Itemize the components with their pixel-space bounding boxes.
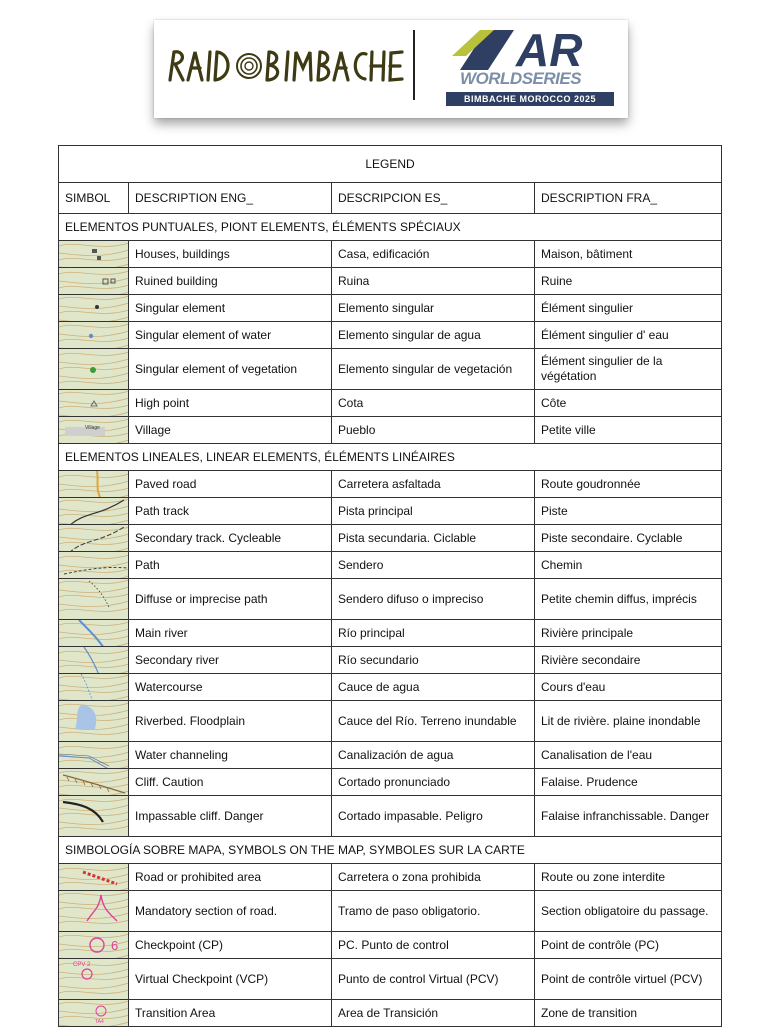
description-spanish: Elemento singular de vegetación [332,349,535,390]
description-english: Mandatory section of road. [129,891,332,932]
description-english: Cliff. Caution [129,769,332,796]
svg-text:CPV 2: CPV 2 [73,962,91,968]
description-spanish: Tramo de paso obligatorio. [332,891,535,932]
description-english: Transition Area [129,1000,332,1027]
description-spanish: Cauce del Río. Terreno inundable [332,701,535,742]
ar-event-banner: BIMBACHE MOROCCO 2025 [446,92,614,106]
description-english: Secondary river [129,647,332,674]
description-english: Path track [129,498,332,525]
description-spanish: PC. Punto de control [332,932,535,959]
description-english: Singular element [129,295,332,322]
column-header-english: DESCRIPTION ENG_ [129,183,332,214]
houses-symbol [59,241,129,267]
description-french: Point de contrôle virtuel (PCV) [535,959,722,1000]
description-spanish: Carretera asfaltada [332,471,535,498]
description-french: Canalisation de l'eau [535,742,722,769]
legend-row [59,322,722,349]
symbol-cell [59,525,129,552]
mandatory-road-symbol [59,891,129,931]
path-symbol [59,552,129,578]
description-spanish: Carretera o zona prohibida [332,864,535,891]
symbol-cell [59,322,129,349]
legend-row [59,959,722,1000]
description-spanish: Cauce de agua [332,674,535,701]
symbol-cell [59,417,129,444]
riverbed-symbol [59,701,129,741]
legend-row [59,552,722,579]
column-header-symbol: SIMBOL [59,183,129,214]
section-header-row [59,214,722,241]
symbol-cell [59,742,129,769]
svg-text:6: 6 [111,938,119,953]
symbol-cell [59,552,129,579]
description-english: Singular element of vegetation [129,349,332,390]
description-french: Falaise infranchissable. Danger [535,796,722,837]
description-english: Diffuse or imprecise path [129,579,332,620]
legend-row [59,390,722,417]
description-english: Houses, buildings [129,241,332,268]
description-french: Falaise. Prudence [535,769,722,796]
description-french: Côte [535,390,722,417]
description-french: Rivière principale [535,620,722,647]
symbol-cell [59,647,129,674]
section-title: ELEMENTOS LINEALES, LINEAR ELEMENTS, ÉLÉMENTS LINÉAIRES [59,444,722,471]
description-french: Piste secondaire. Cyclable [535,525,722,552]
description-spanish: Pista secundaria. Ciclable [332,525,535,552]
description-english: Ruined building [129,268,332,295]
description-english: High point [129,390,332,417]
symbol-cell [59,295,129,322]
description-english: Watercourse [129,674,332,701]
description-french: Section obligatoire du passage. [535,891,722,932]
description-english: Village [129,417,332,444]
description-french: Maison, bâtiment [535,241,722,268]
section-title: ELEMENTOS PUNTUALES, PIONT ELEMENTS, ÉLÉMENTS SPÉCIAUX [59,214,722,241]
description-spanish: Canalización de agua [332,742,535,769]
legend-row [59,891,722,932]
svg-text:Village: Village [85,425,100,431]
description-french: Petite ville [535,417,722,444]
description-french: Piste [535,498,722,525]
main-river-symbol [59,620,129,646]
symbol-cell [59,620,129,647]
description-spanish: Area de Transición [332,1000,535,1027]
legend-row [59,674,722,701]
svg-text:TA4: TA4 [95,1019,104,1025]
legend-row [59,349,722,390]
section-header-row [59,837,722,864]
symbol-cell [59,796,129,837]
description-french: Élément singulier [535,295,722,322]
virtual-checkpoint-symbol [59,959,129,999]
description-english: Checkpoint (CP) [129,932,332,959]
high-point-symbol [59,390,129,416]
legend-row [59,647,722,674]
description-english: Secondary track. Cycleable [129,525,332,552]
legend-title-row [59,146,722,183]
description-french: Rivière secondaire [535,647,722,674]
description-spanish: Pueblo [332,417,535,444]
legend-row [59,498,722,525]
singular-element-symbol [59,295,129,321]
legend-row [59,471,722,498]
raid-bimbache-logo [166,46,406,86]
legend-row [59,295,722,322]
description-spanish: Elemento singular [332,295,535,322]
legend-title: LEGEND [59,146,722,183]
description-french: Élément singulier d' eau [535,322,722,349]
water-element-symbol [59,322,129,348]
watercourse-symbol [59,674,129,700]
description-spanish: Cota [332,390,535,417]
symbol-cell [59,498,129,525]
description-english: Singular element of water [129,322,332,349]
raid-bimbache-logo-image [166,46,406,86]
paved-road-symbol [59,471,129,497]
description-french: Route ou zone interdite [535,864,722,891]
symbol-cell [59,241,129,268]
legend-row [59,742,722,769]
ruin-symbol [59,268,129,294]
description-french: Ruine [535,268,722,295]
symbol-cell [59,268,129,295]
legend-row [59,1000,722,1027]
symbol-cell [59,579,129,620]
ar-world-series-logo [446,26,614,114]
description-english: Paved road [129,471,332,498]
legend-body [59,146,722,1027]
prohibited-area-symbol [59,864,129,890]
transition-area-symbol [59,1000,129,1026]
description-spanish: Río principal [332,620,535,647]
secondary-track-symbol [59,525,129,551]
description-english: Riverbed. Floodplain [129,701,332,742]
symbol-cell [59,959,129,1000]
description-english: Water channeling [129,742,332,769]
description-spanish: Río secundario [332,647,535,674]
legend-row [59,268,722,295]
description-french: Chemin [535,552,722,579]
symbol-cell [59,864,129,891]
ar-logo-mark [446,26,614,72]
symbol-cell [59,891,129,932]
symbol-cell [59,674,129,701]
logo-separator [413,30,415,100]
description-spanish: Casa, edificación [332,241,535,268]
description-spanish: Pista principal [332,498,535,525]
legend-row [59,525,722,552]
water-channeling-symbol [59,742,129,768]
description-english: Impassable cliff. Danger [129,796,332,837]
symbol-cell [59,471,129,498]
description-english: Path [129,552,332,579]
description-french: Point de contrôle (PC) [535,932,722,959]
section-title: SIMBOLOGÍA SOBRE MAPA, SYMBOLS ON THE MAP, SYMBOLES SUR LA CARTE [59,837,722,864]
section-header-row [59,444,722,471]
description-spanish: Elemento singular de agua [332,322,535,349]
description-spanish: Punto de control Virtual (PCV) [332,959,535,1000]
cliff-symbol [59,769,129,795]
impassable-cliff-symbol [59,796,129,836]
checkpoint-symbol [59,932,129,958]
legend-row [59,796,722,837]
description-spanish: Ruina [332,268,535,295]
description-spanish: Cortado pronunciado [332,769,535,796]
description-french: Élément singulier de la végétation [535,349,722,390]
column-header-spanish: DESCRIPCION ES_ [332,183,535,214]
symbol-cell [59,701,129,742]
legend-row [59,620,722,647]
symbol-cell [59,769,129,796]
ar-logo-letters: AR [516,26,583,72]
legend-row [59,864,722,891]
diffuse-path-symbol [59,579,129,619]
description-french: Route goudronnée [535,471,722,498]
legend-row [59,579,722,620]
description-spanish: Sendero difuso o impreciso [332,579,535,620]
symbol-cell [59,390,129,417]
legend-table [58,145,722,1027]
description-french: Lit de rivière. plaine inondable [535,701,722,742]
header-banner [154,20,628,118]
description-spanish: Sendero [332,552,535,579]
column-header-row [59,183,722,214]
symbol-cell [59,349,129,390]
symbol-cell [59,1000,129,1027]
legend-row [59,769,722,796]
secondary-river-symbol [59,647,129,673]
village-symbol [59,417,129,443]
legend-row [59,932,722,959]
ar-worldseries-text: WORLDSERIES [460,69,582,88]
description-english: Main river [129,620,332,647]
legend-row [59,241,722,268]
description-english: Virtual Checkpoint (VCP) [129,959,332,1000]
description-spanish: Cortado impasable. Peligro [332,796,535,837]
legend-row [59,417,722,444]
description-french: Cours d'eau [535,674,722,701]
legend-row [59,701,722,742]
vegetation-element-symbol [59,349,129,389]
path-track-symbol [59,498,129,524]
description-french: Petite chemin diffus, imprécis [535,579,722,620]
description-french: Zone de transition [535,1000,722,1027]
symbol-cell [59,932,129,959]
description-english: Road or prohibited area [129,864,332,891]
column-header-french: DESCRIPTION FRA_ [535,183,722,214]
